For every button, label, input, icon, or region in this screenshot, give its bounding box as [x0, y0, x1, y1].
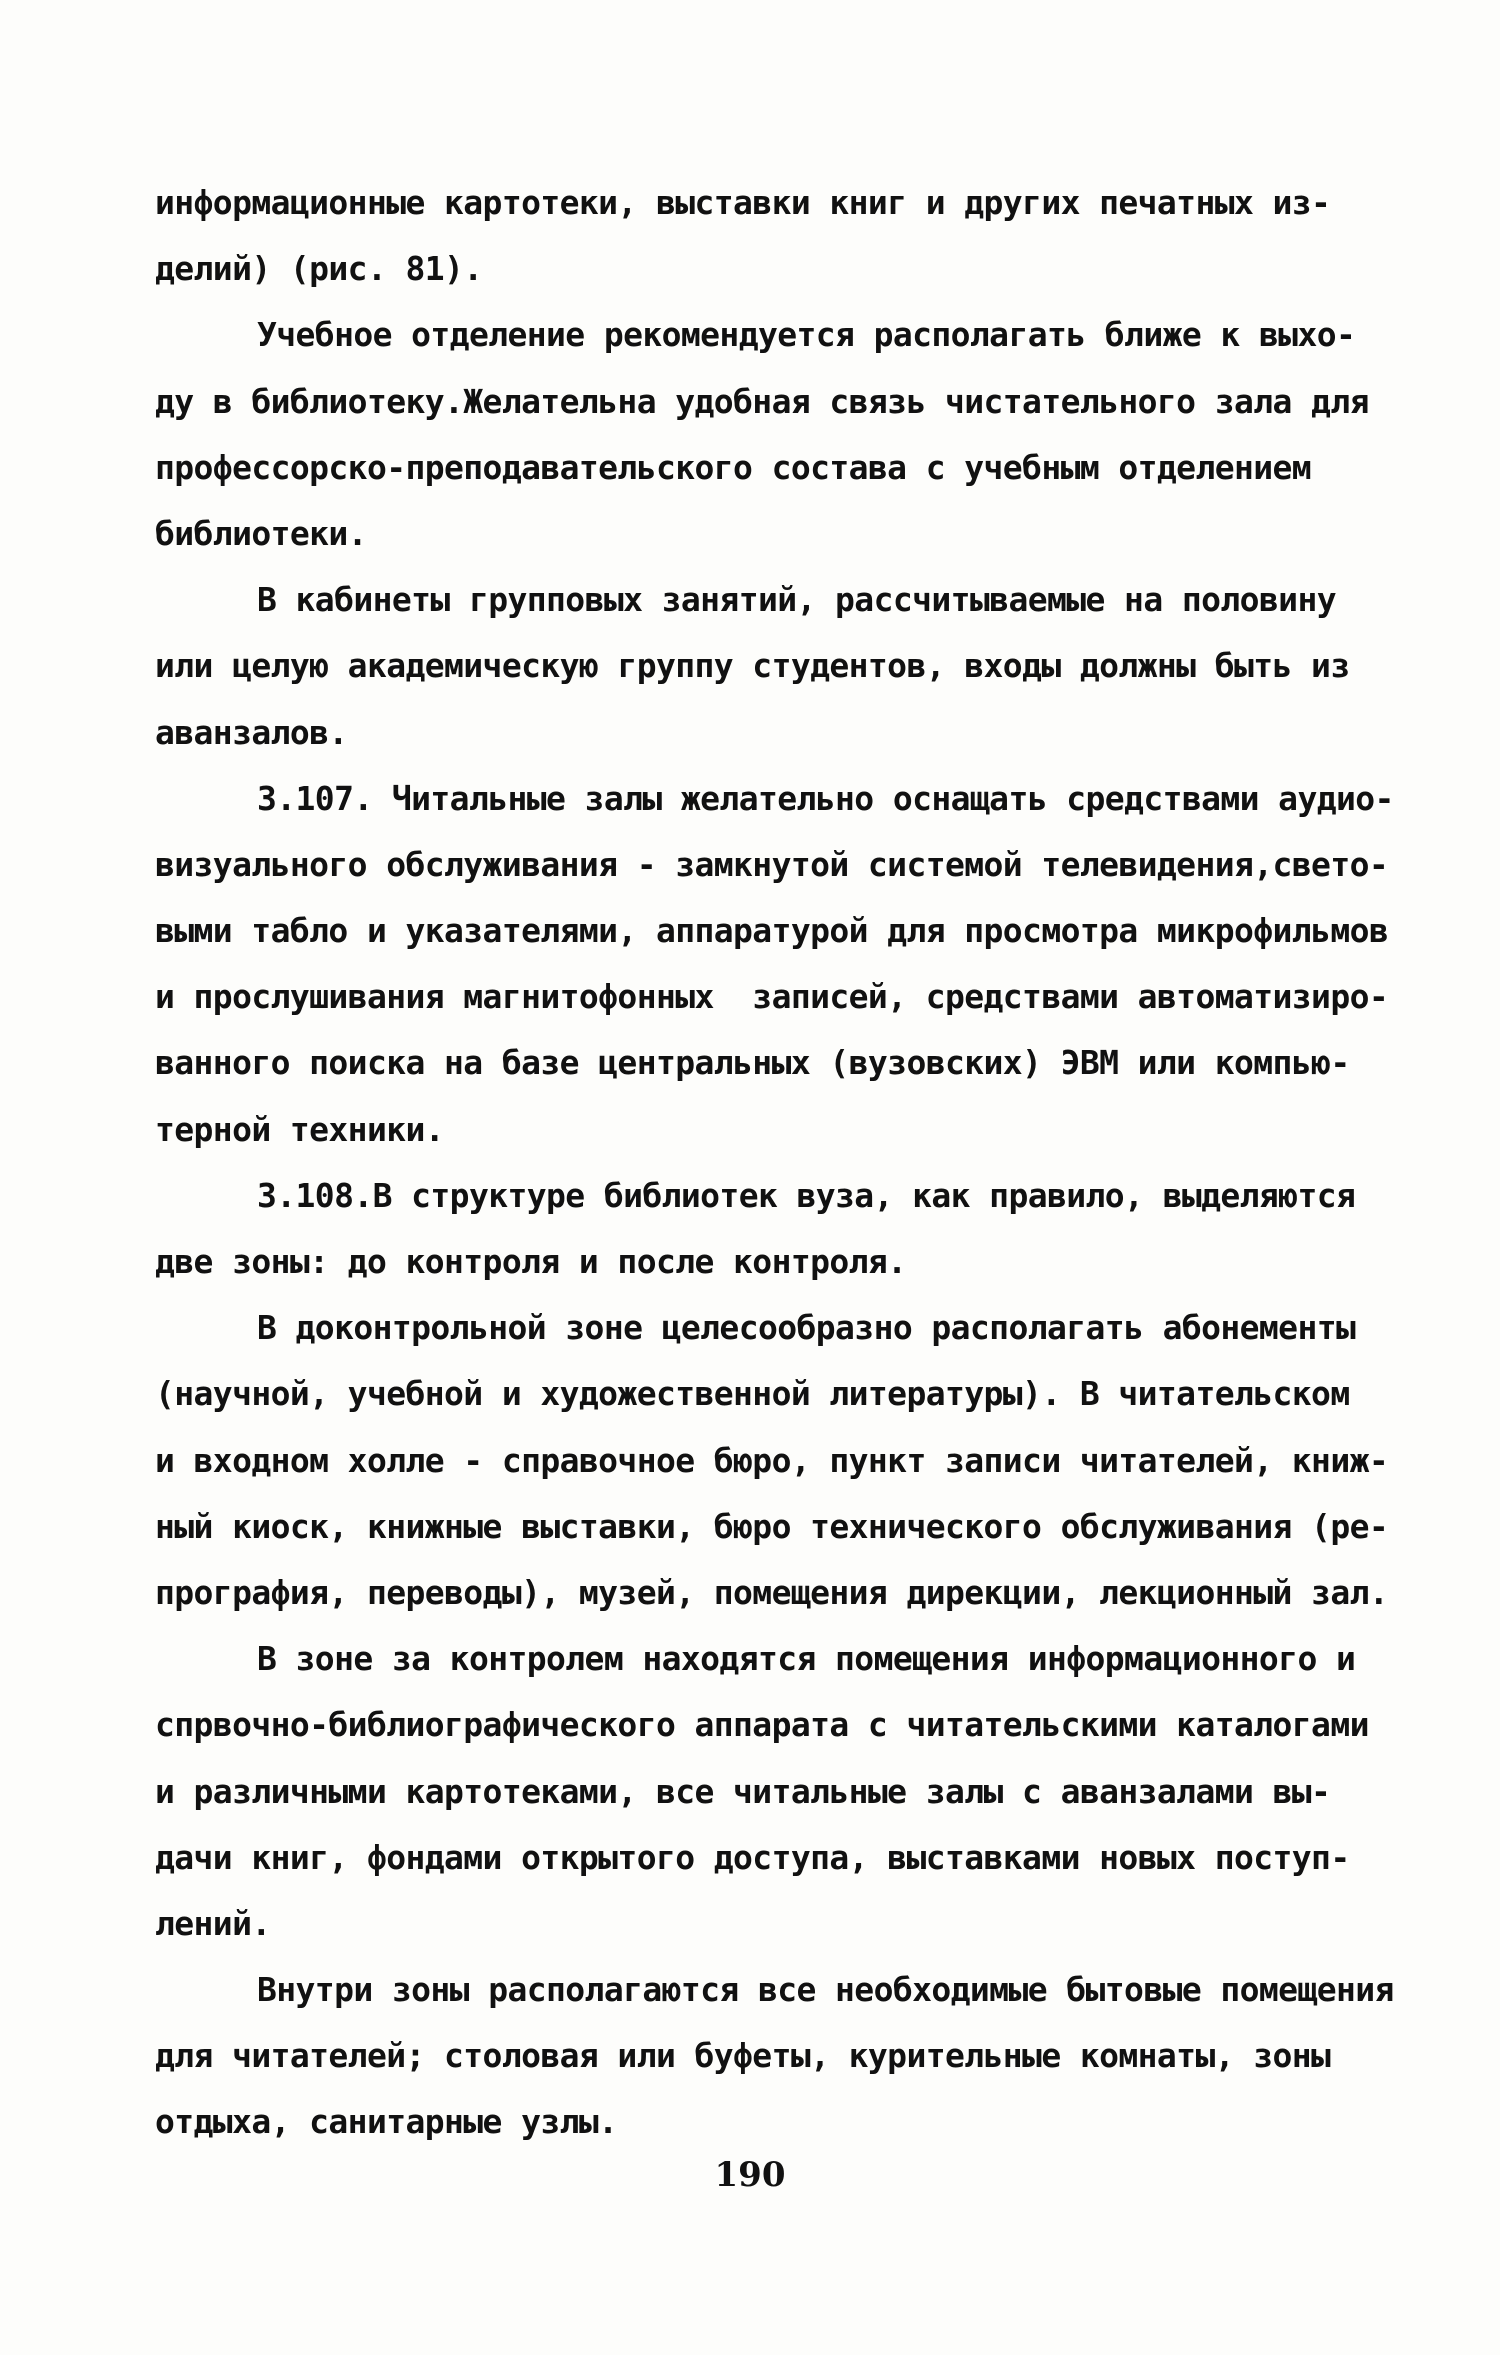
paragraph-start: 3.107. Читальные залы желательно оснащать средствами аудио- [257, 778, 1394, 818]
text-line: две зоны: до контроля и после контроля. [155, 1242, 907, 1281]
text-line: делий) (рис. 81). [155, 249, 483, 289]
text-line: прография, переводы), музей, помещения дирекции, лекционный зал. [155, 1572, 1389, 1612]
text-line: дачи книг, фондами открытого доступа, выставками новых поступ- [155, 1837, 1350, 1877]
text-line: ванного поиска на базе центральных (вузовских) ЭВМ или компью- [155, 1043, 1350, 1083]
body-text [155, 170, 1445, 2156]
paragraph-start: В доконтрольной зоне целесообразно располагать абонементы [257, 1308, 1356, 1348]
text-line: (научной, учебной и художественной литературы). В читательском [155, 1374, 1350, 1414]
text-line: и входном холле - справочное бюро, пункт записи читателей, книж- [155, 1440, 1389, 1480]
page-number: 190 [714, 2155, 786, 2195]
text-line: визуального обслуживания - замкнутой системой телевидения,свето- [155, 844, 1389, 884]
text-line: и различными картотеками, все читальные залы с аванзалами вы- [155, 1771, 1331, 1811]
text-line: отдыха, санитарные узлы. [155, 2102, 618, 2142]
paragraph-start: В зоне за контролем находятся помещения информационного и [257, 1639, 1356, 1679]
text-line: ду в библиотеку.Желательна удобная связь чистательного зала для [155, 381, 1369, 421]
text-line: профессорско-преподавательского состава с учебным отделением [155, 447, 1312, 487]
text-line: и прослушивания магнитофонных записей, средствами автоматизиро- [155, 977, 1389, 1017]
text-line: для читателей; столовая или буфеты, курительные комнаты, зоны [155, 2036, 1331, 2076]
paragraph-start: Внутри зоны располагаются все необходимые бытовые помещения [257, 1970, 1394, 2010]
text-line: выми табло и указателями, аппаратурой для просмотра микрофильмов [155, 911, 1389, 951]
text-line: лений. [155, 1903, 271, 1943]
text-line: аванзалов. [155, 712, 348, 752]
text-line: спрвочно-библиографического аппарата с читательскими каталогами [155, 1705, 1369, 1745]
paragraph-start: 3.108.В структуре библиотек вуза, как правило, выделяются [257, 1175, 1356, 1215]
text-line: библиотеки. [155, 513, 367, 553]
text-line: или целую академическую группу студентов, входы должны быть из [155, 646, 1350, 686]
text-line: информационные картотеки, выставки книг и других печатных из- [155, 183, 1331, 222]
paragraph-start: Учебное отделение рекомендуется располагать ближе к выхо- [257, 315, 1356, 355]
paragraph-start: В кабинеты групповых занятий, рассчитываемые на половину [257, 580, 1336, 620]
text-line: терной техники. [155, 1109, 445, 1149]
text-line: ный киоск, книжные выставки, бюро технического обслуживания (ре- [155, 1506, 1389, 1546]
